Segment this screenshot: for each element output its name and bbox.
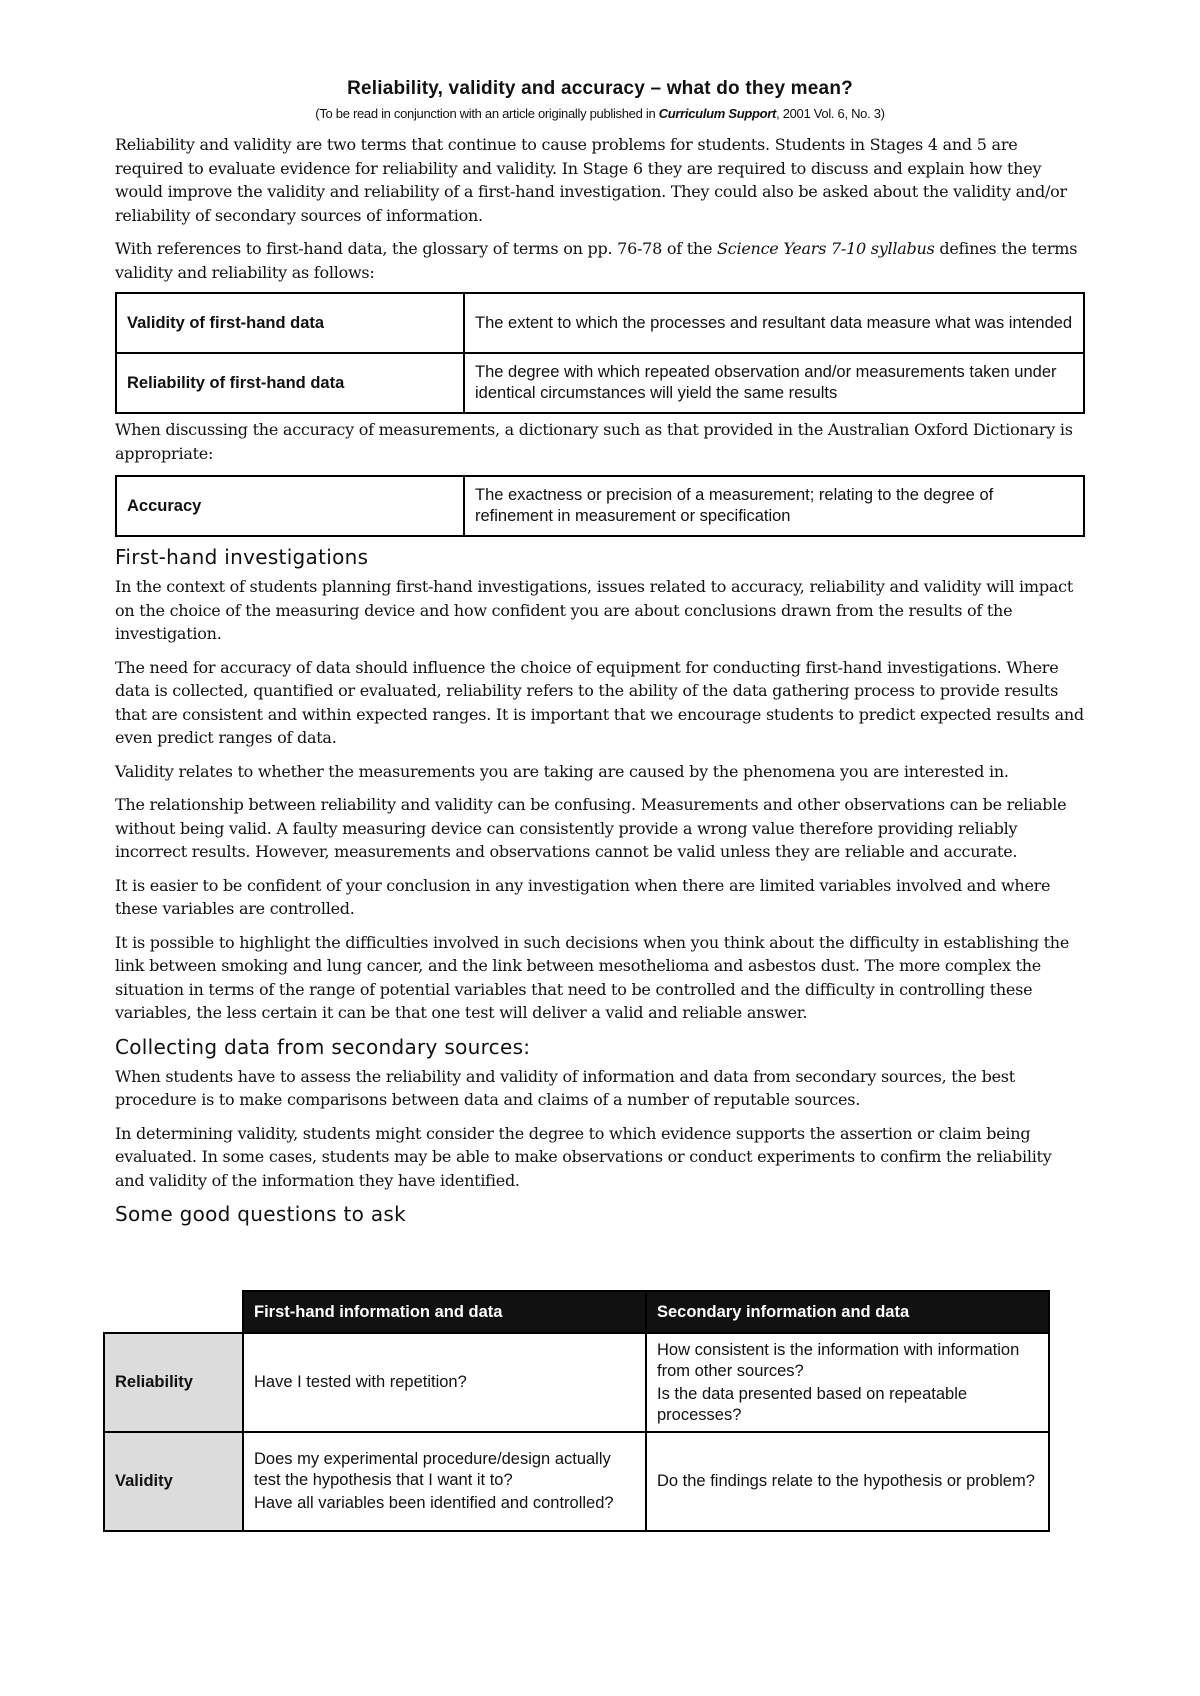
questions-table-wrapper (103, 1290, 1050, 1532)
section-heading-questions: Some good questions to ask (115, 1202, 406, 1226)
intro-paragraph: Reliability and validity are two terms that continue to cause problems for students. Students in Stages 4 and 5 are required to evaluate evidence for reliability and validity. In Stage 6 they are required to discuss and explain how they would improve the validity and reliability of a first-hand investigation. They could also be asked about the validity and/or reliability of secondary sources of information. (115, 135, 1067, 225)
questions-header-row (104, 1291, 1049, 1333)
definition-row (116, 353, 1084, 413)
reliability-first-hand-cell (243, 1333, 646, 1432)
validity-first-hand-cell (243, 1432, 646, 1531)
page-title: Reliability, validity and accuracy – what do they mean? (347, 78, 853, 99)
row-header-validity: Validity (104, 1432, 243, 1531)
definition-term: Validity of first-hand data (116, 293, 464, 353)
document-page (115, 78, 1085, 1232)
first-hand-paragraph: It is easier to be confident of your conclusion in any investigation when there are limited variables involved and where these variables are controlled. (115, 875, 1051, 918)
question-text: Is the data presented based on repeatable processes? (657, 1384, 968, 1424)
first-hand-paragraph: In the context of students planning first-hand investigations, issues related to accuracy, reliability and validity will impact on the choice of the measuring device and how confident you are about conclusions drawn from the results of the investigation. (115, 577, 1074, 643)
subtitle-text-before: (To be read in conjunction with an article originally published in (315, 106, 659, 121)
header-blank-cell (104, 1291, 243, 1333)
definition-row (116, 476, 1084, 536)
definition-description: The degree with which repeated observation and/or measurements taken under identical circumstances will yield the same results (464, 353, 1084, 413)
secondary-paragraph: When students have to assess the reliability and validity of information and data from secondary sources, the best procedure is to make comparisons between data and claims of a number of reputable sources. (115, 1066, 1015, 1109)
question-text: Have I tested with repetition? (254, 1373, 467, 1391)
accuracy-term: Accuracy (116, 476, 464, 536)
definition-term: Reliability of first-hand data (116, 353, 464, 413)
accuracy-description: The exactness or precision of a measurement; relating to the degree of refinement in measurement or specification (464, 476, 1084, 536)
syllabus-name: Science Years 7-10 syllabus (717, 239, 935, 258)
accuracy-intro-paragraph: When discussing the accuracy of measurements, a dictionary such as that provided in the Australian Oxford Dictionary is appropriate: (115, 420, 1073, 463)
definition-description: The extent to which the processes and resultant data measure what was intended (464, 293, 1084, 353)
reliability-secondary-cell (646, 1333, 1049, 1432)
section-heading-secondary: Collecting data from secondary sources: (115, 1034, 531, 1059)
questions-row-reliability (104, 1333, 1049, 1432)
section-heading-first-hand: First-hand investigations (115, 545, 369, 569)
definitions-table (115, 292, 1085, 414)
page-subtitle (115, 106, 1085, 121)
column-header-secondary: Secondary information and data (646, 1291, 1049, 1333)
row-header-reliability: Reliability (104, 1333, 243, 1432)
secondary-paragraph: In determining validity, students might consider the degree to which evidence supports the assertion or claim being evaluated. In some cases, students may be able to make observations or conduct experiments to confirm the reliability and validity of the information they have identified. (115, 1123, 1052, 1190)
intro-text-after: defines the terms validity and reliability as follows: (115, 239, 1078, 282)
first-hand-paragraph: The relationship between reliability and validity can be confusing. Measurements and other observations can be reliable without being valid. A faulty measuring device can consistently provide a wrong value therefore providing reliably incorrect results. However, measurements and observations cannot be valid unless they are reliable and accurate. (115, 795, 1067, 861)
questions-row-validity (104, 1432, 1049, 1531)
first-hand-paragraph: Validity relates to whether the measurements you are taking are caused by the phenomena you are interested in. (115, 761, 1009, 781)
definition-row (116, 293, 1084, 353)
intro-text-before: With references to first-hand data, the glossary of terms on pp. 76-78 of the (115, 239, 718, 258)
accuracy-table (115, 475, 1085, 537)
column-header-first-hand: First-hand information and data (243, 1291, 646, 1333)
questions-table (103, 1290, 1050, 1532)
question-text: Does my experimental procedure/design actually test the hypothesis that I want it to? (254, 1450, 611, 1489)
question-text: How consistent is the information with information from other sources? (657, 1340, 1020, 1380)
publication-name: Curriculum Support (658, 106, 777, 121)
intro-paragraph-syllabus (115, 237, 1085, 284)
validity-secondary-cell (646, 1432, 1049, 1531)
subtitle-text-after: , 2001 Vol. 6, No. 3) (776, 106, 885, 121)
question-text: Do the findings relate to the hypothesis or problem? (657, 1472, 1035, 1490)
question-text: Have all variables been identified and controlled? (254, 1494, 614, 1512)
first-hand-paragraph: It is possible to highlight the difficulties involved in such decisions when you think about the difficulty in establishing the link between smoking and lung cancer, and the link between mesothelioma and asbestos dust. The more complex the situation in terms of the range of potential variables that need to be controlled and the difficulty in controlling these variables, the less certain it can be that one test will deliver a valid and reliable answer. (115, 932, 1070, 1022)
first-hand-paragraph: The need for accuracy of data should influence the choice of equipment for conducting first-hand investigations. Where data is collected, quantified or evaluated, reliability refers to the ability of the data gathering process to provide results that are consistent and within expected ranges. It is important that we encourage students to predict expected results and even predict ranges of data. (115, 657, 1084, 747)
